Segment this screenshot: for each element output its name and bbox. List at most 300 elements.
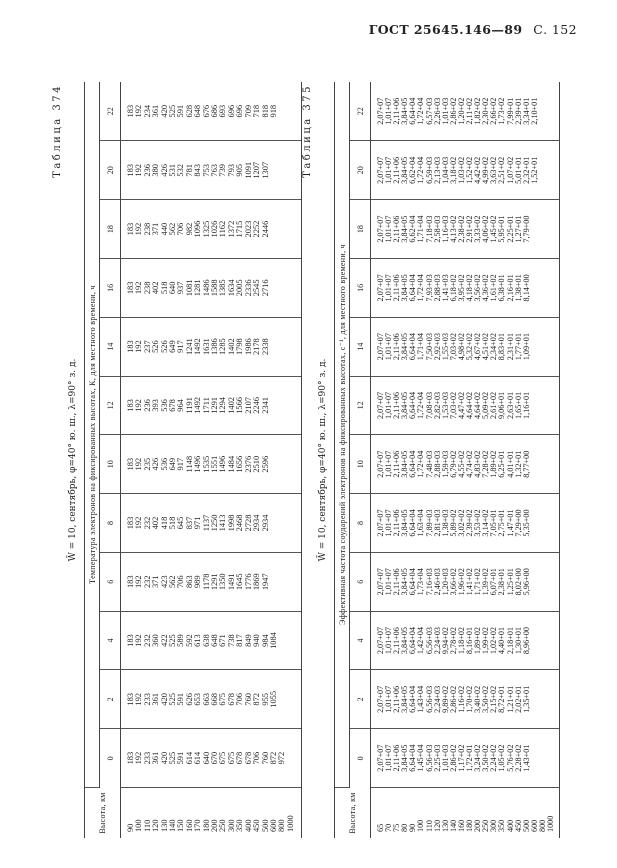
- cell-value: 648: [210, 634, 220, 647]
- cell-value: 6,64+04: [408, 450, 418, 478]
- hour-header: 22: [100, 82, 121, 141]
- table-caption: W̄ = 10, сентябрь, φ=40° ю. ш., λ=90° з. д.: [318, 358, 328, 562]
- cell-value: 1250: [210, 514, 220, 532]
- cell-value: 2545: [252, 279, 262, 297]
- cell-value: 518: [159, 281, 169, 295]
- cell-value: 1,38+03: [440, 509, 450, 537]
- height-value: 120: [151, 819, 161, 832]
- cell-value: 1,01+07: [384, 156, 394, 184]
- value-column: [371, 729, 560, 788]
- cell-value: 1,03+02: [456, 156, 466, 184]
- cell-value: 1,96+02: [456, 568, 466, 596]
- height-value: 300: [489, 819, 499, 832]
- cell-value: 2,11+06: [392, 568, 402, 596]
- standard-title: ГОСТ 25645.146—89: [368, 22, 523, 37]
- cell-value: 1,72+04: [416, 156, 426, 184]
- cell-value: 192: [134, 104, 144, 118]
- cell-value: 7,50+03: [424, 333, 434, 361]
- cell-value: 1386: [210, 338, 220, 356]
- cell-value: 4,83+02: [473, 450, 483, 478]
- cell-value: 3,84+05: [400, 568, 410, 596]
- value-column: [121, 494, 302, 553]
- cell-value: 531: [168, 164, 178, 177]
- cell-value: 849: [243, 634, 253, 647]
- height-value: 90: [408, 823, 418, 832]
- cell-value: 5,09+02: [481, 391, 491, 419]
- cell-value: 1,72+04: [416, 450, 426, 478]
- height-column: [121, 788, 302, 839]
- cell-value: 6,64+04: [408, 274, 418, 302]
- cell-value: 7,28+02: [481, 450, 491, 478]
- cell-value: 1492: [193, 338, 203, 356]
- cell-value: 4,67+02: [473, 333, 483, 361]
- height-value: 70: [384, 823, 394, 832]
- value-column: [371, 82, 560, 141]
- value-column: [371, 670, 560, 729]
- cell-value: 6,64+04: [408, 744, 418, 772]
- cell-value: 1,27+01: [513, 215, 523, 243]
- cell-value: 1,20+03: [440, 568, 450, 596]
- cell-value: 1,55+03: [440, 333, 450, 361]
- cell-value: 2,86+02: [448, 97, 458, 125]
- cell-value: 1,41+03: [440, 274, 450, 302]
- cell-value: 1,25+01: [505, 568, 515, 596]
- cell-value: 422: [159, 634, 169, 647]
- cell-value: 8,77+00: [521, 450, 531, 478]
- cell-value: 232: [142, 516, 152, 530]
- cell-value: 1281: [193, 279, 203, 297]
- cell-value: 638: [201, 634, 211, 647]
- height-value: 250: [218, 819, 228, 832]
- cell-value: 440: [159, 222, 169, 236]
- cell-value: 183: [126, 516, 135, 530]
- height-value: 130: [440, 819, 450, 832]
- cell-value: 2,86+02: [448, 685, 458, 713]
- cell-value: 5,35+00: [521, 509, 531, 537]
- cell-value: 3,84+05: [400, 685, 410, 713]
- cell-value: 3,18+02: [448, 156, 458, 184]
- height-value: 250: [481, 819, 491, 832]
- cell-value: 872: [252, 693, 262, 706]
- value-column: [121, 258, 302, 317]
- height-value: 140: [168, 819, 178, 832]
- cell-value: 2376: [243, 455, 253, 473]
- hour-header: 4: [350, 611, 371, 670]
- cell-value: 183: [126, 693, 135, 706]
- cell-value: 8,83+01: [497, 333, 507, 361]
- height-value: 160: [456, 819, 466, 832]
- cell-value: 1492: [193, 397, 203, 414]
- cell-value: 3,84+05: [400, 333, 410, 361]
- cell-value: 1,71+04: [416, 215, 426, 243]
- cell-value: 532: [176, 164, 186, 177]
- table-375: [334, 82, 560, 838]
- cell-value: 233: [142, 693, 152, 706]
- cell-value: 7,79+00: [521, 215, 531, 243]
- value-column: [371, 552, 560, 611]
- cell-value: 1,01+07: [384, 450, 394, 478]
- cell-value: 760: [260, 751, 270, 765]
- cell-value: 614: [193, 751, 203, 765]
- cell-value: 1998: [226, 514, 236, 532]
- cell-value: 2,91+02: [465, 215, 475, 243]
- cell-value: 7,48+03: [424, 450, 434, 478]
- cell-value: 1137: [201, 514, 211, 532]
- cell-value: 8,96+00: [521, 626, 531, 655]
- cell-value: 1,17+02: [456, 744, 466, 772]
- height-value: 170: [193, 819, 203, 832]
- cell-value: 2,25+01: [505, 215, 515, 243]
- cell-value: 1,30+01: [513, 626, 523, 655]
- cell-value: 6,62+04: [408, 215, 418, 243]
- height-value: 400: [243, 819, 253, 832]
- cell-value: 3,84+05: [400, 156, 410, 184]
- cell-value: 837: [184, 516, 194, 530]
- cell-value: 1026: [210, 220, 220, 238]
- cell-value: 3,84+05: [400, 97, 410, 125]
- cell-value: 2,81+03: [432, 509, 442, 537]
- cell-value: 1084: [268, 632, 278, 649]
- cell-value: 1,01+07: [384, 568, 394, 596]
- cell-value: 7,08+03: [424, 391, 434, 419]
- cell-value: 678: [226, 693, 236, 706]
- cell-value: 972: [277, 751, 287, 765]
- cell-value: 1551: [210, 455, 220, 473]
- cell-value: 653: [193, 693, 203, 706]
- height-value: 800: [537, 819, 547, 832]
- cell-value: 2,38+01: [497, 568, 507, 596]
- height-value: 1000: [545, 815, 555, 832]
- cell-value: 1325: [201, 220, 211, 238]
- cell-value: 2,88+03: [432, 274, 442, 302]
- cell-value: 2,11+02: [465, 97, 475, 125]
- value-column: [121, 82, 302, 141]
- height-column: [371, 788, 560, 839]
- cell-value: 696: [235, 104, 245, 118]
- cell-value: 1285: [218, 338, 228, 356]
- cell-value: 2,34+02: [489, 333, 499, 361]
- cell-value: 7,89+03: [424, 509, 434, 537]
- cell-value: 192: [134, 634, 144, 647]
- cell-value: 1402: [226, 397, 236, 414]
- cell-value: 518: [168, 516, 178, 530]
- hour-header: 18: [350, 200, 371, 259]
- cell-value: 234: [142, 104, 152, 118]
- hour-header: 6: [100, 552, 121, 611]
- cell-value: 536: [159, 457, 169, 471]
- cell-value: 1645: [235, 573, 245, 591]
- cell-value: 4,55+02: [456, 450, 466, 478]
- cell-value: 1,09+01: [521, 333, 531, 361]
- cell-value: 183: [126, 222, 135, 236]
- cell-value: 670: [210, 751, 220, 765]
- cell-value: 2716: [260, 279, 270, 297]
- value-column: [121, 141, 302, 200]
- cell-value: 1402: [226, 338, 236, 356]
- cell-value: 5,96+00: [521, 568, 531, 596]
- cell-value: 738: [226, 634, 236, 647]
- cell-value: 589: [176, 634, 186, 647]
- cell-value: 1,82+02: [473, 97, 483, 125]
- cell-value: 706: [252, 751, 262, 765]
- cell-value: 1,21+01: [505, 685, 515, 713]
- table-subcaption: Температура электронов на фиксированных высотах, К, для местного времени, ч: [85, 82, 100, 788]
- cell-value: 696: [226, 104, 236, 118]
- cell-value: 183: [126, 457, 135, 471]
- cell-value: 525: [168, 751, 178, 765]
- height-value: 350: [497, 819, 507, 832]
- cell-value: 380: [151, 164, 161, 177]
- cell-value: 183: [126, 399, 135, 412]
- cell-value: 2,07+07: [376, 685, 385, 713]
- cell-value: 361: [151, 693, 161, 706]
- cell-value: 2,38+02: [456, 215, 466, 243]
- cell-value: 2,11+06: [392, 215, 402, 243]
- cell-value: 562: [168, 222, 178, 236]
- table-374: [84, 82, 302, 838]
- cell-value: 2,92+03: [432, 333, 442, 361]
- cell-value: 1711: [201, 397, 211, 414]
- cell-value: 649: [168, 340, 178, 353]
- cell-value: 2,07+07: [376, 156, 385, 184]
- height-value: 90: [126, 823, 135, 832]
- cell-value: 183: [126, 281, 135, 295]
- cell-value: 1148: [184, 455, 194, 473]
- cell-value: 1715: [235, 220, 245, 238]
- cell-value: 649: [168, 457, 178, 471]
- hour-header: 12: [350, 376, 371, 435]
- cell-value: 8,14+00: [521, 274, 531, 302]
- height-value: 130: [159, 819, 169, 832]
- cell-value: 6,56+03: [424, 744, 434, 772]
- cell-value: 2,07+07: [376, 215, 385, 243]
- height-value: 500: [260, 819, 270, 832]
- hour-header: 2: [350, 670, 371, 729]
- cell-value: 2,15+02: [489, 685, 499, 713]
- cell-value: 3,14+02: [481, 509, 491, 537]
- cell-value: 984: [260, 634, 270, 647]
- cell-value: 4,98+02: [456, 333, 466, 361]
- cell-value: 1,01+07: [384, 744, 394, 772]
- cell-value: 4,18+02: [465, 274, 475, 302]
- cell-value: 525: [168, 634, 178, 647]
- cell-value: 7,05+01: [489, 509, 499, 537]
- cell-value: 1291: [210, 573, 220, 591]
- cell-value: 640: [168, 281, 178, 295]
- cell-value: 592: [184, 634, 194, 647]
- cell-value: 3,50+02: [481, 685, 491, 713]
- cell-value: 1,59+03: [440, 450, 450, 478]
- cell-value: 675: [218, 751, 228, 765]
- cell-value: 2,11+06: [392, 392, 402, 419]
- cell-value: 3,84+05: [400, 626, 410, 655]
- cell-value: 5,32+02: [465, 333, 475, 361]
- cell-value: 706: [176, 222, 186, 236]
- height-value: 200: [210, 819, 220, 832]
- cell-value: 1,77+01: [513, 333, 523, 361]
- cell-value: 2,07+07: [376, 97, 385, 125]
- cell-value: 1,73+02: [497, 97, 507, 125]
- cell-value: 591: [176, 104, 186, 118]
- cell-value: 1,01+07: [384, 509, 394, 537]
- cell-value: 1096: [193, 220, 203, 238]
- cell-value: 2934: [260, 514, 270, 532]
- cell-value: 628: [184, 104, 194, 118]
- cell-value: 2,86+02: [448, 744, 458, 772]
- cell-value: 645: [176, 516, 186, 530]
- cell-value: 526: [151, 340, 161, 353]
- cell-value: 4,51+02: [481, 333, 491, 361]
- cell-value: 4,64+02: [473, 391, 483, 419]
- cell-value: 3,53+02: [473, 509, 483, 537]
- cell-value: 1869: [252, 573, 262, 591]
- height-value: 110: [424, 820, 434, 832]
- value-column: [121, 435, 302, 494]
- cell-value: 1,89+02: [473, 626, 483, 655]
- cell-value: 1,01+07: [384, 215, 394, 243]
- cell-value: 2023: [243, 220, 253, 238]
- cell-value: 4,99+02: [481, 156, 491, 184]
- cell-value: 1535: [201, 455, 211, 473]
- cell-value: 7,93+03: [424, 274, 434, 302]
- cell-value: 1207: [252, 161, 262, 179]
- cell-value: 536: [159, 399, 169, 412]
- cell-value: 2,82+03: [432, 391, 442, 419]
- cell-value: 5,89+02: [448, 509, 458, 537]
- value-column: [121, 317, 302, 376]
- hour-header: 8: [350, 494, 371, 553]
- cell-value: 7,18+03: [424, 215, 434, 243]
- cell-value: 1,39+02: [481, 568, 491, 596]
- cell-value: 192: [134, 693, 144, 706]
- cell-value: 706: [176, 575, 186, 589]
- cell-value: 918: [268, 104, 278, 118]
- cell-value: 2,51+02: [497, 156, 507, 184]
- cell-value: 1,04+03: [440, 156, 450, 184]
- page-header: [369, 22, 577, 37]
- cell-value: 1,42+04: [416, 626, 426, 655]
- cell-value: 1294: [218, 397, 228, 414]
- cell-value: 678: [168, 399, 178, 412]
- cell-value: 426: [151, 457, 161, 471]
- cell-value: 1,52+02: [465, 156, 475, 184]
- cell-value: 3,34+01: [521, 97, 531, 125]
- cell-value: 4,64+02: [465, 391, 475, 419]
- cell-value: 1,71+04: [416, 333, 426, 361]
- cell-value: 2,24+03: [432, 626, 442, 655]
- cell-value: 1,43+04: [416, 685, 426, 713]
- cell-value: 2,31+01: [505, 333, 515, 361]
- cell-value: 1178: [201, 573, 211, 590]
- cell-value: 1162: [218, 220, 228, 238]
- cell-value: 360: [151, 634, 161, 647]
- cell-value: 7,29+00: [513, 509, 523, 537]
- cell-value: 1081: [184, 279, 194, 297]
- cell-value: 905: [235, 164, 245, 177]
- height-value: 100: [416, 819, 426, 832]
- cell-value: 6,18+02: [448, 274, 458, 302]
- cell-value: 5,01+01: [513, 156, 523, 184]
- cell-value: 2,25+03: [432, 744, 442, 772]
- cell-value: 2336: [243, 279, 253, 297]
- cell-value: 2,11+06: [392, 685, 402, 713]
- cell-value: 1,32+01: [513, 450, 523, 478]
- cell-value: 393: [151, 399, 161, 412]
- cell-value: 2246: [252, 397, 262, 414]
- height-header: Высота, км: [85, 788, 121, 839]
- cell-value: 1,72+04: [416, 97, 426, 125]
- cell-value: 2,11+06: [392, 509, 402, 537]
- page-number: С. 152: [533, 22, 577, 37]
- hour-header: 14: [350, 317, 371, 376]
- height-value: 450: [252, 819, 262, 832]
- cell-value: 183: [126, 340, 135, 353]
- table-label: Таблица 374: [52, 84, 63, 178]
- cell-value: 9,89+02: [440, 685, 450, 713]
- cell-value: 6,62+04: [408, 156, 418, 184]
- cell-value: 1055: [268, 690, 278, 708]
- value-column: [121, 376, 302, 435]
- cell-value: 3,33+02: [473, 215, 483, 243]
- cell-value: 955: [260, 693, 270, 706]
- height-value: 75: [392, 823, 402, 832]
- height-value: 350: [235, 819, 245, 832]
- hour-header: 0: [350, 729, 371, 788]
- cell-value: 3,84+05: [400, 391, 410, 419]
- cell-value: 1,16+03: [440, 215, 450, 243]
- cell-value: 2,07+07: [376, 333, 385, 361]
- cell-value: 2,07+07: [376, 450, 385, 478]
- cell-value: 6,07+01: [489, 568, 499, 596]
- cell-value: 614: [184, 751, 194, 765]
- hour-header: 10: [100, 435, 121, 494]
- cell-value: 1372: [226, 220, 236, 238]
- cell-value: 6,64+04: [408, 97, 418, 125]
- cell-value: 917: [176, 457, 186, 471]
- cell-value: 1350: [218, 573, 228, 591]
- cell-value: 4,36+02: [481, 274, 491, 302]
- hour-header: 6: [350, 552, 371, 611]
- cell-value: 781: [184, 164, 194, 177]
- cell-value: 2468: [235, 514, 245, 532]
- cell-value: 1776: [243, 573, 253, 591]
- value-column: [371, 435, 560, 494]
- cell-value: 1,01+07: [384, 274, 394, 302]
- cell-value: 526: [159, 340, 169, 353]
- cell-value: 678: [235, 751, 245, 765]
- cell-value: 2,32+01: [521, 156, 531, 184]
- cell-value: 2,11+06: [392, 744, 402, 772]
- cell-value: 3,84+05: [400, 215, 410, 243]
- cell-value: 706: [235, 693, 245, 706]
- cell-value: 1486: [201, 279, 211, 297]
- cell-value: 663: [201, 693, 211, 706]
- cell-value: 2,11+06: [392, 156, 402, 184]
- value-column: [121, 552, 302, 611]
- height-header: Высота, км: [335, 788, 371, 839]
- cell-value: 3,50+02: [481, 744, 491, 772]
- cell-value: 1,73+04: [416, 568, 426, 596]
- cell-value: 2,78+02: [448, 626, 458, 655]
- cell-value: 3,24+02: [473, 744, 483, 772]
- cell-value: 2,07+07: [376, 391, 385, 419]
- height-value: 450: [513, 819, 523, 832]
- cell-value: 1,01+03: [440, 97, 450, 125]
- hour-header: 20: [100, 141, 121, 200]
- cell-value: 6,64+04: [408, 568, 418, 596]
- cell-value: 1656: [235, 455, 245, 473]
- cell-value: 2,88+03: [432, 450, 442, 478]
